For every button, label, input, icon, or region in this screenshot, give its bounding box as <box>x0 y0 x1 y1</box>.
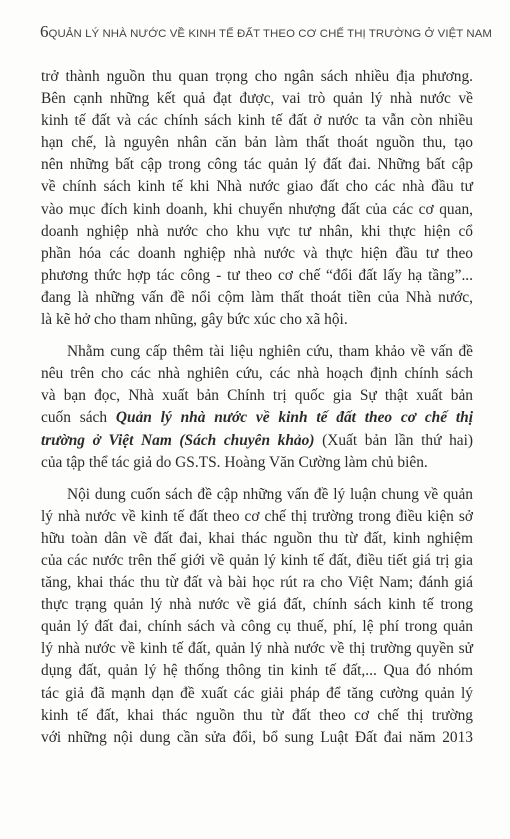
text-line: là kẽ hở cho tham nhũng, gây bức xúc cho xã hội. <box>41 311 348 329</box>
text-line: với những nội dung cần sửa đổi, bổ sung Luật Đất đai năm 2013 <box>41 728 473 746</box>
text-run: cuốn sách <box>41 409 116 427</box>
text-line: tác giả đã mạnh dạn đề xuất các giải pháp để tăng cường quản lý <box>41 684 473 702</box>
text-line: kinh tế đất, khai thác nguồn thu từ đất theo cơ chế thị trường <box>41 706 473 724</box>
text-line: dụng đất, quản lý hệ thống thông tin kinh tế đất,... Qua đó nhóm <box>41 662 473 680</box>
paragraph-1 <box>41 66 473 331</box>
book-title-emphasis: Quản lý nhà nước về kinh tế đất theo cơ chế thị <box>115 409 474 427</box>
text-line: lý nhà nước về kinh tế đất, quản lý nhà nước về thị trường quyền sử <box>41 640 473 658</box>
text-line: nên những bất cập trong công tác quản lý đất đai. Những bất cập <box>41 156 473 174</box>
text-line: nêu trên cho các nhà nghiên cứu, các nhà hoạch định chính sách <box>41 365 473 383</box>
text-line: trở thành nguồn thu quan trọng cho ngân sách nhiều địa phương. <box>41 68 473 85</box>
text-line <box>41 407 473 429</box>
text-line: thực trạng quản lý nhà nước về giá đất, chính sách kinh tế trong <box>41 596 473 614</box>
text-line: doanh nghiệp nhà nước cho khu vực tư nhân, khi thực hiện cổ <box>41 222 473 240</box>
book-title-emphasis: trường ở Việt Nam (Sách chuyên khảo) <box>41 431 315 449</box>
text-line: kinh tế đất và các chính sách kinh tế đất ở nước ta vẫn còn nhiều <box>41 112 473 130</box>
page-header <box>40 22 493 44</box>
text-line: quản lý đất đai, chính sách và công cụ thuế, phí, lệ phí trong quản <box>41 618 473 636</box>
text-line: Nội dung cuốn sách đề cập những vấn đề lý luận chung về quản <box>67 485 473 503</box>
text-line: lý nhà nước về kinh tế đất theo cơ chế thị trường trong điều kiện sở <box>41 507 473 525</box>
text-line: Nhằm cung cấp thêm tài liệu nghiên cứu, tham khảo về vấn đề <box>67 343 473 361</box>
text-line: tăng, khai thác thu từ đất và bài học rút ra cho Việt Nam; đánh giá <box>41 574 473 592</box>
paragraph-2 <box>41 341 473 474</box>
text-line <box>41 430 473 452</box>
text-line: hạn chế, là nguyên nhân căn bản làm thất thoát nguồn thu, tạo <box>41 134 473 152</box>
text-run: (Xuất bản lần thứ hai) <box>314 431 474 449</box>
text-line: hữu toàn dân về đất đai, khai thác nguồn thu từ đất, kinh nghiệm <box>41 529 473 547</box>
text-line: đang là những vấn đề nổi cộm làm thất thoát tiền của Nhà nước, <box>41 288 473 306</box>
running-title: QUẢN LÝ NHÀ NƯỚC VỀ KINH TẾ ĐẤT THEO CƠ CHẾ THỊ TRƯỜNG Ở VIỆT NAM <box>48 28 493 40</box>
paragraph-3 <box>41 484 473 749</box>
text-line: của các nước trên thế giới về quản lý kinh tế đất, điều tiết giá trị gia <box>41 551 473 569</box>
text-line: của tập thể tác giả do GS.TS. Hoàng Văn Cường làm chủ biên. <box>41 453 428 471</box>
text-line: phương thức hợp tác công - tư theo cơ chế “đổi đất lấy hạ tầng”... <box>41 266 473 284</box>
text-line: Bên cạnh những kết quả đạt được, vai trò quản lý nhà nước về <box>41 90 473 108</box>
text-line: về chính sách kinh tế khi Nhà nước giao đất cho các nhà đầu tư <box>41 178 473 196</box>
text-line: và bạn đọc, Nhà xuất bản Chính trị quốc gia Sự thật xuất bản <box>41 387 473 405</box>
page-number: 6 <box>40 22 49 41</box>
text-line: phần hóa các doanh nghiệp nhà nước và thực hiện đầu tư theo <box>41 244 473 262</box>
body-text <box>41 66 473 759</box>
text-line: vào mục đích kinh doanh, khi chuyển nhượng đất của các cơ quan, <box>41 200 473 218</box>
